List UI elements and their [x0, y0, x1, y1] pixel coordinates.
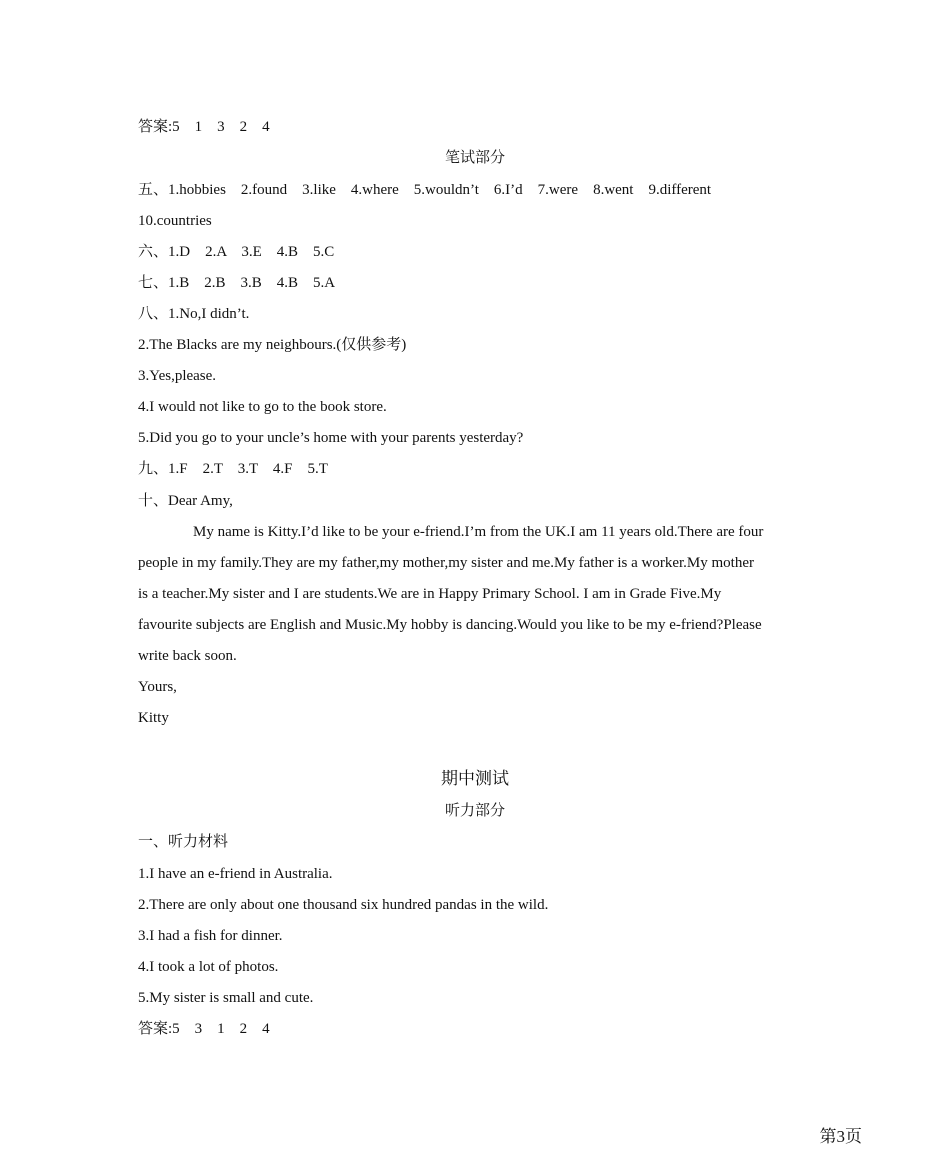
section-heading-written: 笔试部分 — [444, 150, 505, 166]
answer-section-7: 七、1.B 2.B 3.B 4.B 5.A — [138, 275, 336, 291]
letter-body-line-2: people in my family.They are my father,my mother,my sister and me.My father is a worker.My mother — [138, 555, 754, 571]
listening-item-1: 1.I have an e-friend in Australia. — [138, 866, 333, 882]
letter-body-line-1: My name is Kitty.I’d like to be your e-friend.I’m from the UK.I am 11 years old.There are four — [193, 524, 764, 540]
listening-item-5: 5.My sister is small and cute. — [138, 990, 314, 1006]
answer-line-midterm-listening: 答案:5 3 1 2 4 — [138, 1021, 270, 1037]
answer-section-5: 五、1.hobbies 2.found 3.like 4.where 5.wouldn’t 6.I’d 7.were 8.went 9.different — [138, 182, 712, 198]
letter-body-line-5: write back soon. — [138, 648, 237, 664]
answer-section-8-item-2: 2.The Blacks are my neighbours.(仅供参考) — [138, 337, 407, 353]
answer-line-listening: 答案:5 1 3 2 4 — [138, 119, 270, 135]
letter-greeting: 十、Dear Amy, — [138, 493, 233, 509]
listening-material-heading: 一、听力材料 — [138, 834, 229, 850]
section-heading-listening: 听力部分 — [444, 803, 505, 819]
letter-closing: Yours, — [138, 679, 177, 695]
listening-item-4: 4.I took a lot of photos. — [138, 959, 279, 975]
letter-body-line-4: favourite subjects are English and Music.My hobby is dancing.Would you like to be my e-friend?Please — [138, 617, 762, 633]
letter-signature: Kitty — [138, 710, 169, 726]
answer-section-8-item-4: 4.I would not like to go to the book store. — [138, 399, 387, 415]
answer-section-6: 六、1.D 2.A 3.E 4.B 5.C — [138, 244, 335, 260]
answer-section-8-item-1: 八、1.No,I didn’t. — [138, 306, 250, 322]
answer-section-9: 九、1.F 2.T 3.T 4.F 5.T — [138, 461, 328, 477]
answer-section-5-continued: 10.countries — [138, 213, 212, 229]
listening-item-2: 2.There are only about one thousand six hundred pandas in the wild. — [138, 897, 549, 913]
answer-section-8-item-5: 5.Did you go to your uncle’s home with your parents yesterday? — [138, 430, 524, 446]
page-number: 第3页 — [819, 1127, 862, 1146]
letter-body-line-3: is a teacher.My sister and I are students.We are in Happy Primary School. I am in Grade Five.My — [138, 586, 722, 602]
answer-section-8-item-3: 3.Yes,please. — [138, 368, 217, 384]
listening-item-3: 3.I had a fish for dinner. — [138, 928, 283, 944]
midterm-test-title: 期中测试 — [441, 769, 509, 788]
